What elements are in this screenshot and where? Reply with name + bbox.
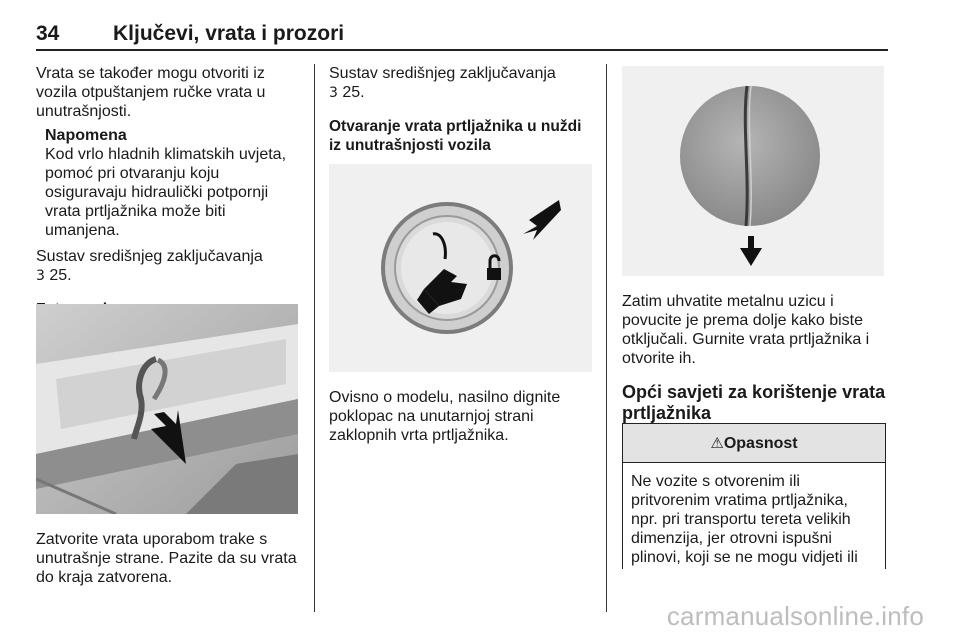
tips-heading: Opći savjeti za korištenje vrata prtljažnika [622, 382, 886, 423]
caption-1-text: Zatvorite vrata uporabom trake s unutrašnje strane. Pazite da su vrata do kraja zatvorena. [36, 531, 297, 586]
caption-2 [329, 388, 597, 445]
page-title: Ključevi, vrata i prozori [113, 22, 345, 45]
cross-reference-page[interactable]: 25. [49, 267, 72, 284]
cross-reference-text: Sustav središnjeg zaključavanja [36, 248, 263, 265]
emergency-release-illustration [329, 164, 592, 372]
cross-reference-2-text: Sustav središnjeg zaključavanja [329, 65, 556, 82]
tailgate-strap-illustration [36, 304, 298, 514]
warning-triangle-icon: ⚠ [710, 434, 724, 452]
note-text: Kod vrlo hladnih klimatskih uvjeta, pomoć pri otvaranju koju osiguravaju hidraulički potpornji vrata prtljažnika može biti umanjena. [45, 146, 287, 239]
danger-text: Ne vozite s otvorenim ili pritvorenim vratima prtljažnika, npr. pri transportu tereta velikih dimenzija, jer otrovni ispušni plinovi, koji se ne mogu vidjeti ili [631, 473, 858, 566]
danger-box [622, 423, 886, 569]
emergency-heading: Otvaranje vrata prtljažnika u nuždi iz unutrašnjosti vozila [329, 118, 582, 154]
caption-1 [36, 530, 304, 587]
watermark: carmanualsonline.info [666, 601, 924, 631]
intro-paragraph: Vrata se također mogu otvoriti iz vozila otpuštanjem ručke vrata u unutrašnjosti. [36, 65, 266, 120]
header-rule [36, 49, 888, 51]
cross-reference-2-page[interactable]: 25. [342, 84, 365, 101]
caption-3-text: Zatim uhvatite metalnu uzicu i povucite je prema dolje kako biste otključali. Gurnite vrata prtljažnika i otvorite ih. [622, 293, 870, 367]
cross-reference-2-arrow-icon: 3 [329, 85, 338, 101]
column-1 [36, 64, 304, 319]
danger-header [623, 424, 885, 463]
metal-cable-illustration [622, 66, 884, 276]
column-2 [329, 64, 597, 155]
note-heading: Napomena [45, 127, 127, 144]
danger-heading: Opasnost [723, 435, 798, 452]
caption-2-text: Ovisno o modelu, nasilno dignite poklopac na unutarnjoj strani zaklopnih vrta prtljažnika. [329, 389, 561, 444]
page-number: 34 [36, 22, 60, 45]
cross-reference [36, 247, 304, 286]
cross-reference-2 [329, 64, 597, 103]
column-divider-1 [314, 64, 315, 612]
column-divider-2 [606, 64, 607, 612]
caption-3 [622, 292, 888, 424]
cross-reference-arrow-icon: 3 [36, 268, 45, 284]
note-box [36, 126, 304, 240]
